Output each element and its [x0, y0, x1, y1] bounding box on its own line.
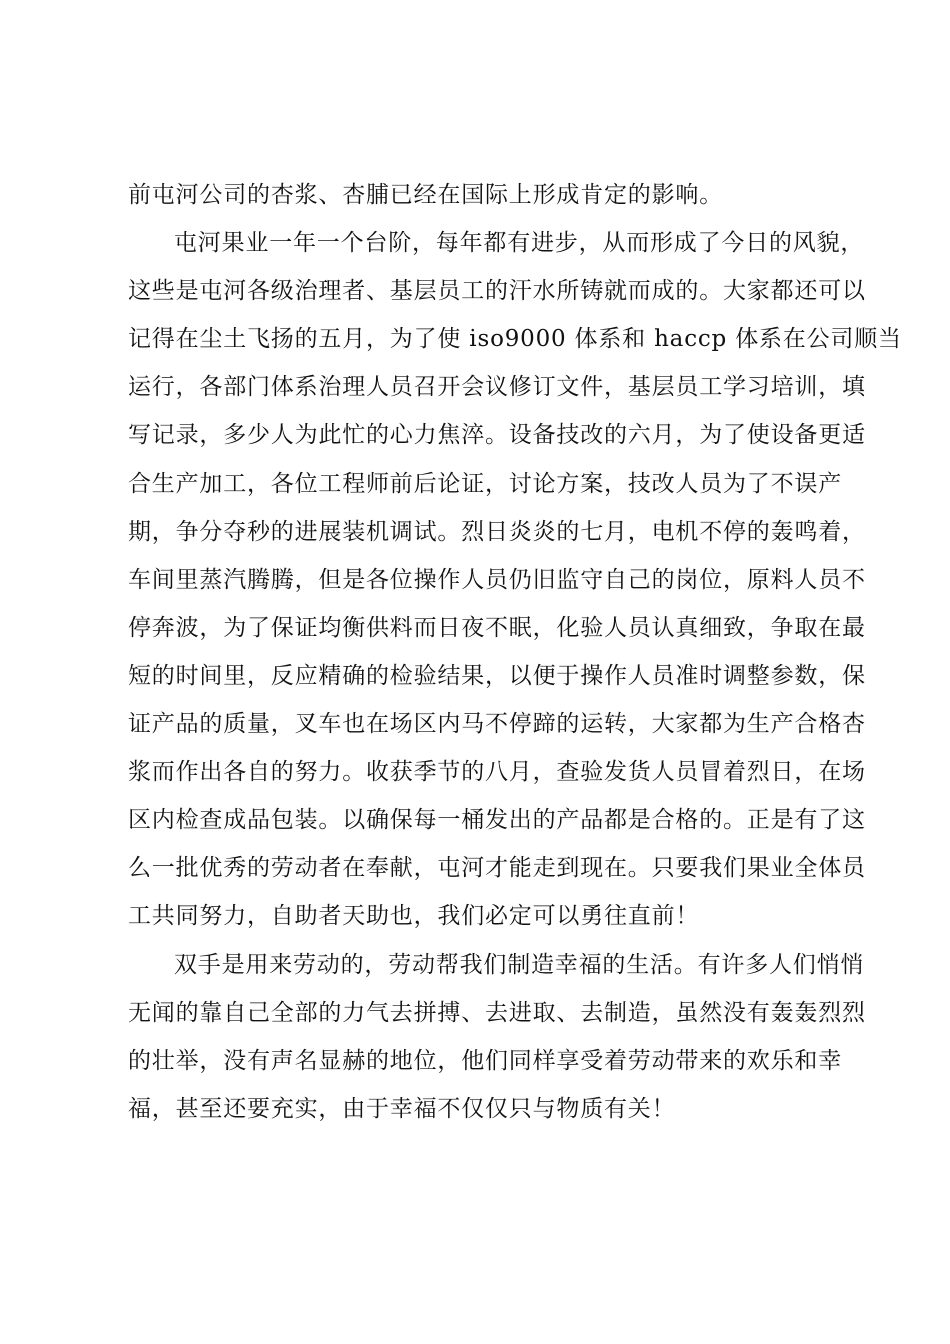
- paragraph-line: 短的时间里，反应精确的检验结果，以便于操作人员准时调整参数，保: [128, 662, 866, 689]
- paragraph-line: 证产品的质量，叉车也在场区内马不停蹄的运转，大家都为生产合格杏: [128, 711, 866, 738]
- paragraph-line: 的壮举，没有声名显赫的地位，他们同样享受着劳动带来的欢乐和幸: [128, 1047, 842, 1074]
- paragraph-line: 车间里蒸汽腾腾，但是各位操作人员仍旧监守自己的岗位，原料人员不: [128, 566, 866, 593]
- paragraph-line: 期，争分夺秒的进展装机调试。烈日炎炎的七月，电机不停的轰鸣着，: [128, 518, 866, 545]
- paragraph-line: 前屯河公司的杏浆、杏脯已经在国际上形成肯定的影响。: [128, 182, 723, 208]
- paragraph-line: 福，甚至还要充实，由于幸福不仅仅只与物质有关！: [128, 1095, 676, 1122]
- paragraph-line: 么一批优秀的劳动者在奉献，屯河才能走到现在。只要我们果业全体员: [128, 855, 866, 882]
- paragraph-line: 这些是屯河各级治理者、基层员工的汗水所铸就而成的。大家都还可以: [128, 278, 866, 305]
- paragraph-line: 运行，各部门体系治理人员召开会议修订文件，基层员工学习培训，填: [128, 374, 866, 401]
- paragraph-line: 合生产加工，各位工程师前后论证，讨论方案，技改人员为了不误产: [128, 470, 842, 497]
- paragraph-line: 工共同努力，自助者天助也，我们必定可以勇往直前！: [128, 903, 700, 930]
- paragraph-2: [128, 219, 902, 940]
- paragraph-line: 记得在尘土飞扬的五月，为了使 iso9000 体系和 haccp 体系在公司顺当: [128, 326, 902, 353]
- paragraph-line: 双手是用来劳动的，劳动帮我们制造幸福的生活。有许多人们悄悄: [174, 951, 865, 978]
- paragraph-line: 无闻的靠自己全部的力气去拼搏、去进取、去制造，虽然没有轰轰烈烈: [128, 999, 866, 1026]
- paragraph-3: [128, 941, 866, 1133]
- paragraph-line: 浆而作出各自的努力。收获季节的八月，查验发货人员冒着烈日，在场: [128, 759, 866, 786]
- paragraph-line: 写记录，多少人为此忙的心力焦淬。设备技改的六月，为了使设备更适: [128, 422, 866, 449]
- document-body: [128, 171, 902, 1133]
- paragraph-line: 屯河果业一年一个台阶，每年都有进步，从而形成了今日的风貌，: [174, 230, 865, 257]
- paragraph-line: 区内检查成品包装。以确保每一桶发出的产品都是合格的。正是有了这: [128, 807, 866, 834]
- paragraph-line: 停奔波，为了保证均衡供料而日夜不眠，化验人员认真细致，争取在最: [128, 614, 866, 641]
- paragraph-1: [128, 171, 834, 219]
